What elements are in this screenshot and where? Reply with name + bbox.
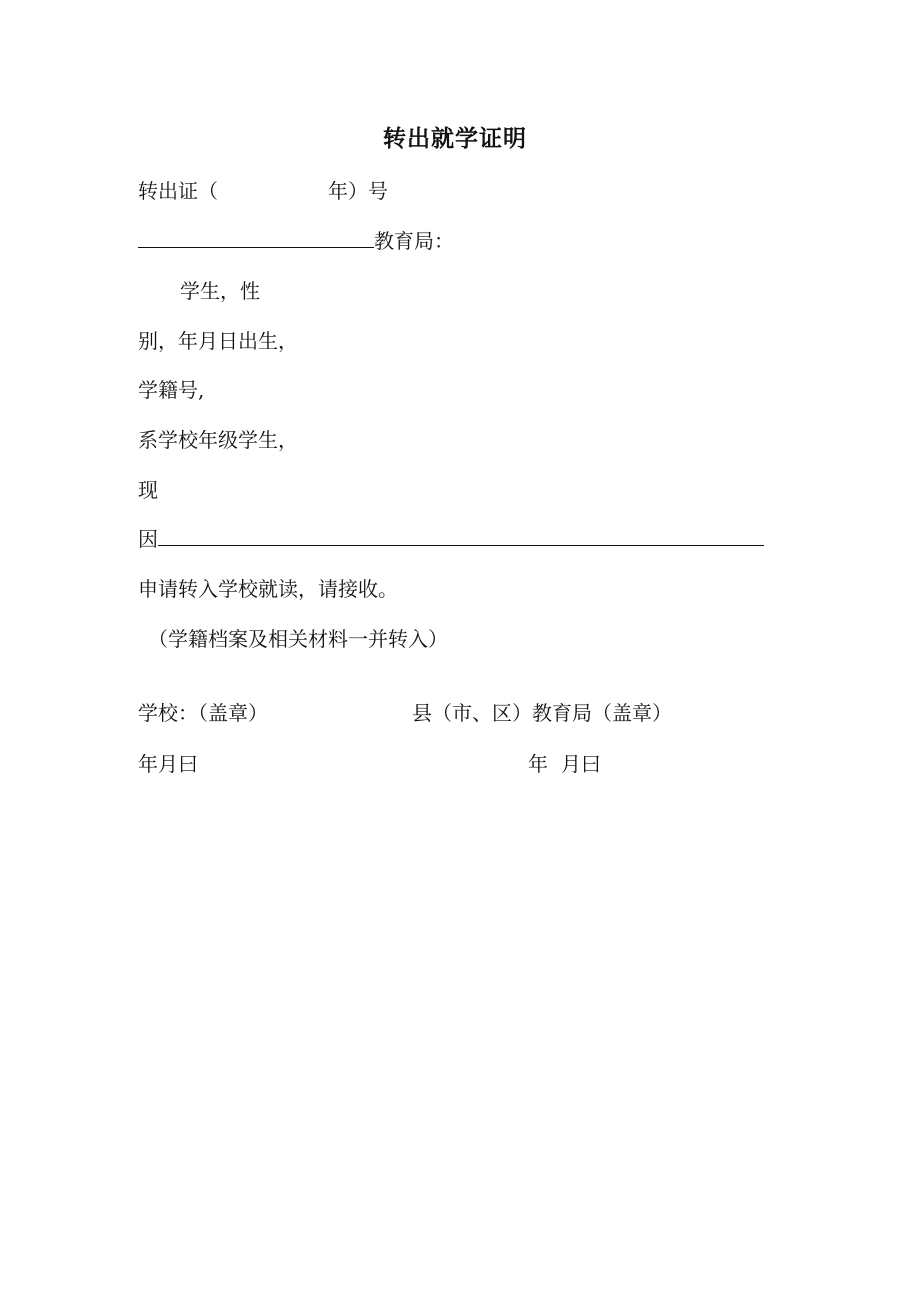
- bureau-date-md: 月曰: [561, 752, 601, 776]
- document-title: 转出就学证明: [383, 126, 527, 152]
- bureau-name-blank[interactable]: [138, 227, 374, 248]
- bureau-date-year: 年: [528, 752, 548, 776]
- school-date-label: 年月曰: [138, 752, 198, 776]
- student-line: 学生，性: [180, 279, 260, 303]
- now-line: 现: [138, 478, 158, 502]
- cert-prefix: 转出证（: [138, 179, 218, 203]
- bureau-date-label: [528, 750, 601, 778]
- reason-line: [138, 525, 764, 553]
- bureau-seal-label: 县（市、区）教育局（盖章）: [412, 701, 672, 725]
- note-line: （学籍档案及相关材料一并转入）: [148, 627, 448, 651]
- bureau-addressee-line: [138, 227, 454, 255]
- school-seal-label: 学校：（盖章）: [138, 701, 268, 725]
- registration-line: 学籍号,: [138, 378, 205, 402]
- cert-year: 年）号: [328, 179, 388, 203]
- reason-prefix: 因: [138, 527, 158, 551]
- bureau-suffix: 教育局：: [374, 229, 454, 253]
- apply-line: 申请转入学校就读，请接收。: [138, 577, 398, 601]
- reason-blank[interactable]: [158, 525, 764, 546]
- school-grade-line: 系学校年级学生，: [138, 428, 298, 452]
- certificate-number-line: [138, 177, 388, 205]
- birth-line: 别，年月日出生，: [138, 329, 298, 353]
